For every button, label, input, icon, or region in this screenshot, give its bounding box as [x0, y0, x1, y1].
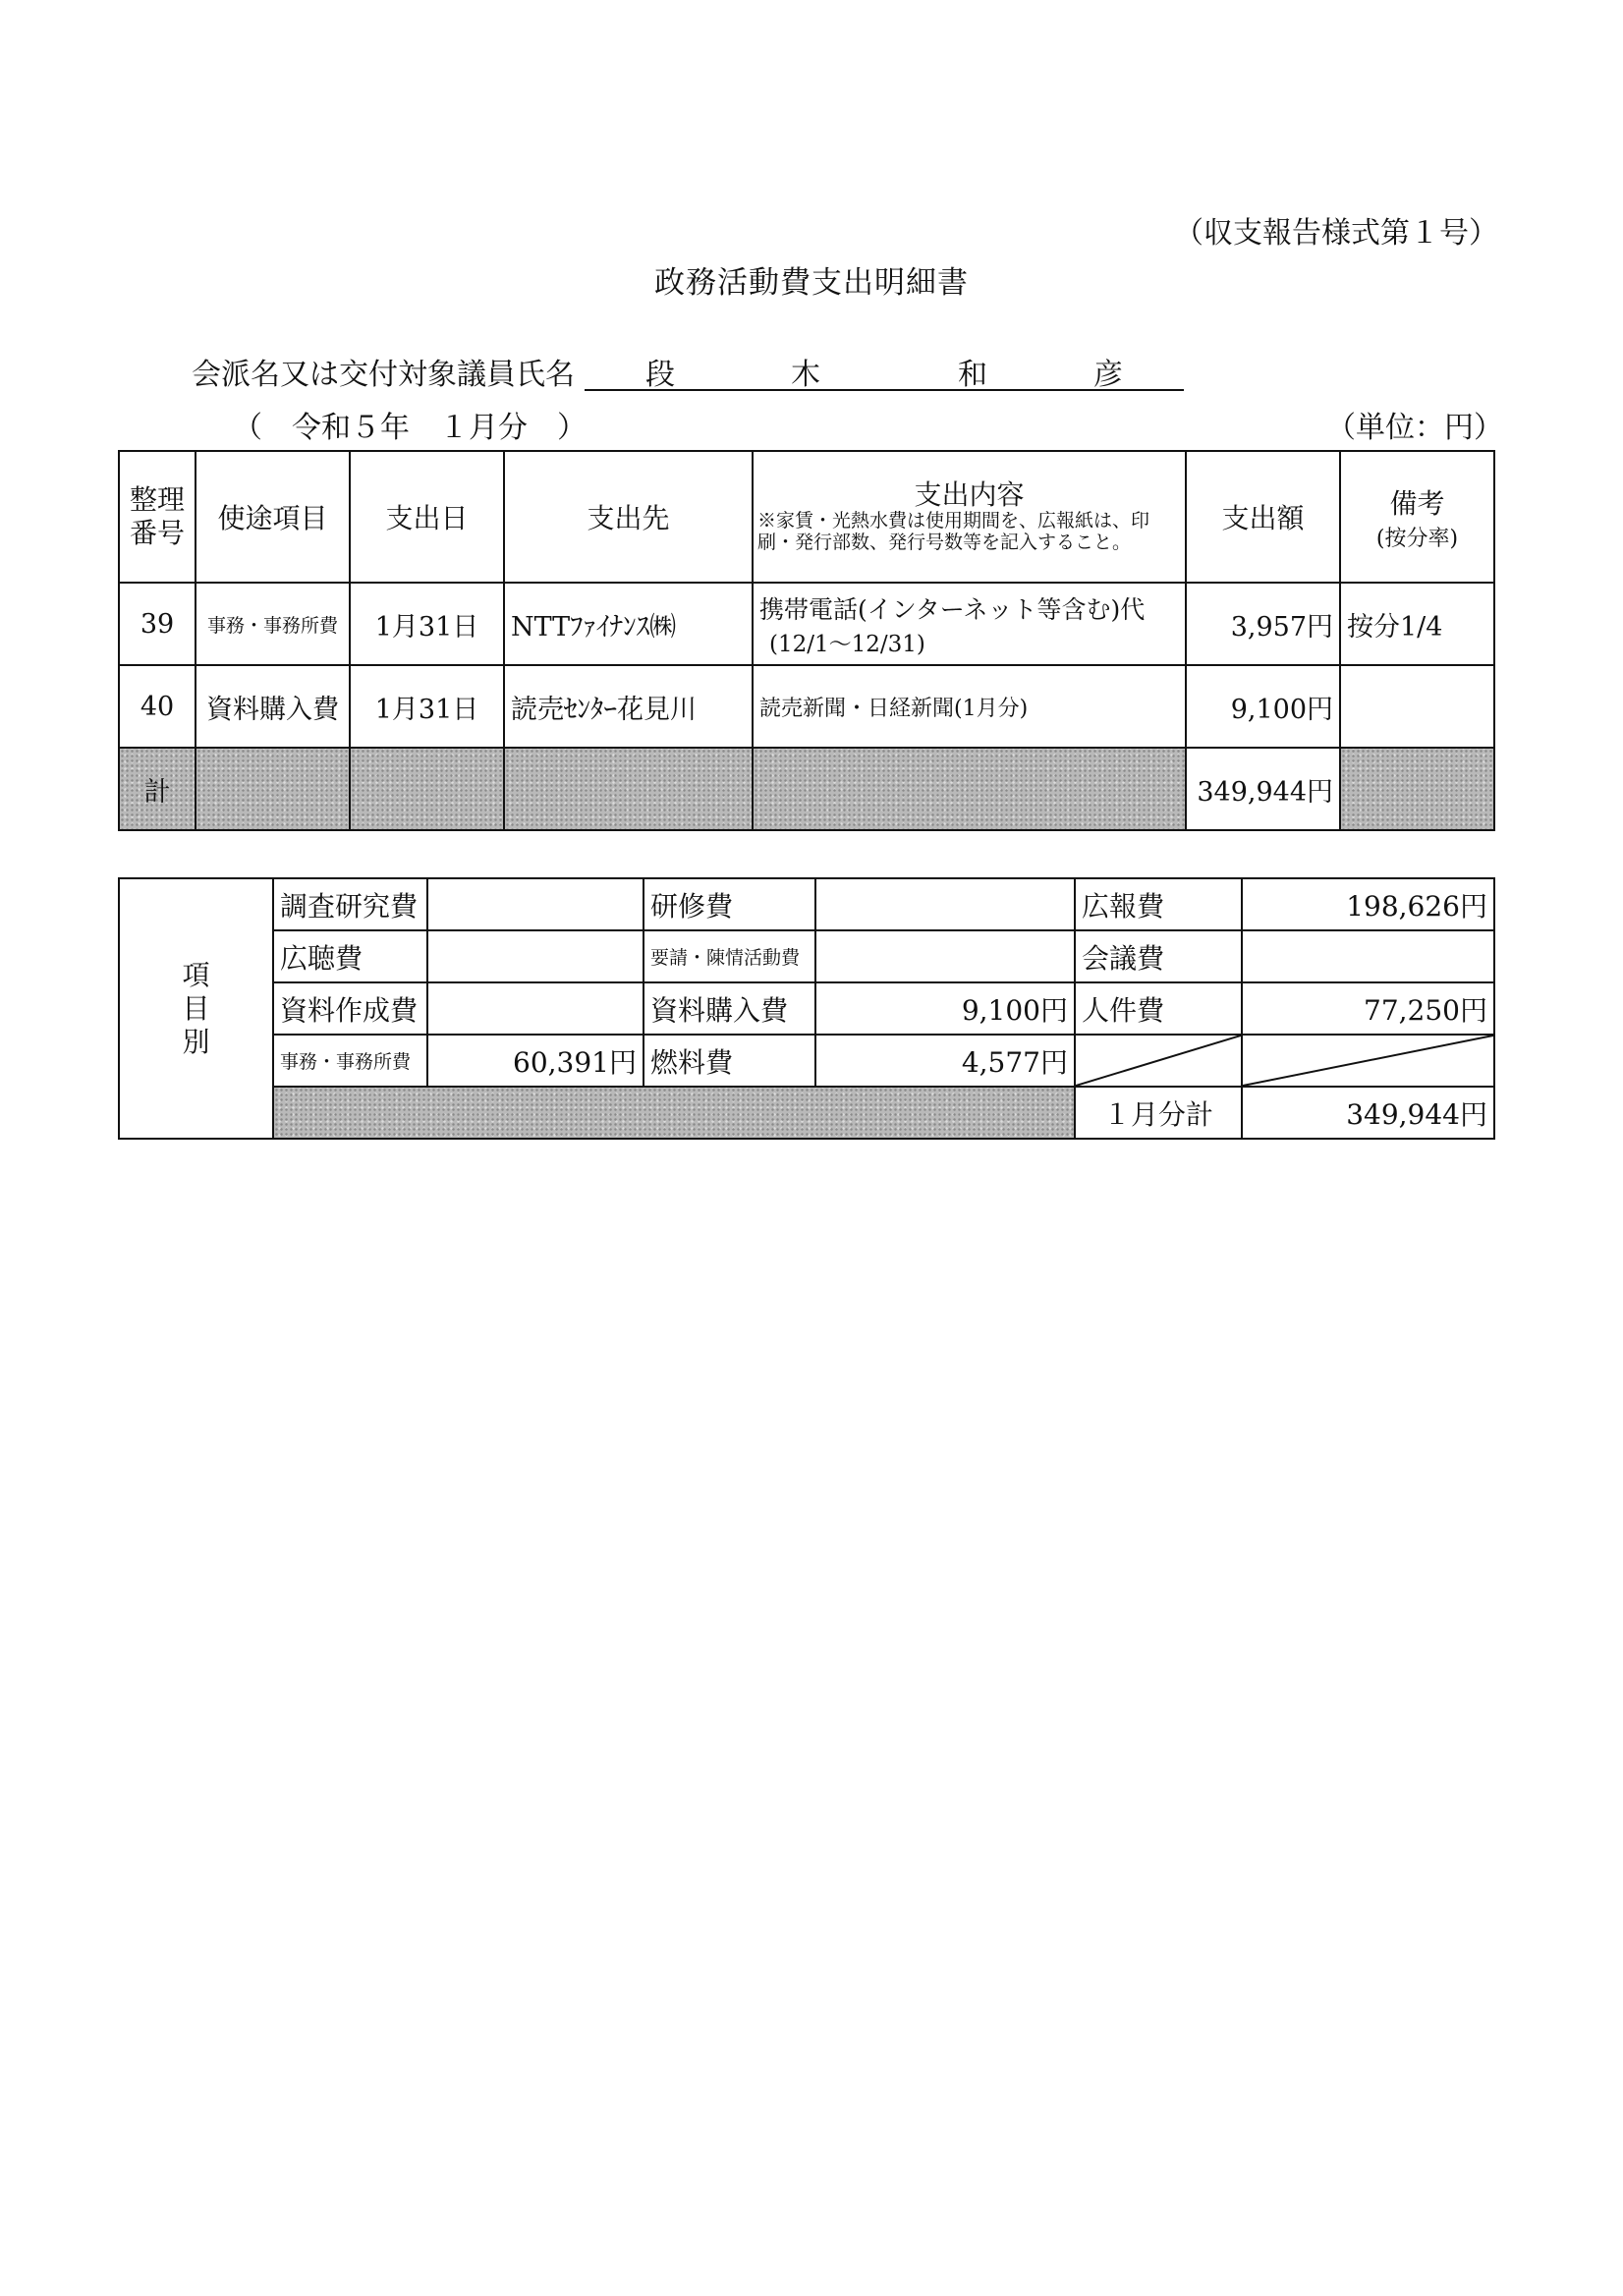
diagonal-cell [1075, 1035, 1242, 1087]
row-amount: 3,957円 [1186, 583, 1340, 665]
shaded-cell [273, 1087, 1075, 1139]
total-amount: 349,944円 [1186, 748, 1340, 830]
row-payee: 読売ｾﾝﾀｰ花見川 [504, 665, 753, 748]
shaded-cell [504, 748, 753, 830]
header-remarks [1340, 451, 1494, 583]
shaded-cell [196, 748, 350, 830]
expenditure-table [118, 450, 1495, 831]
category-label: 燃料費 [644, 1035, 815, 1087]
member-name-char: 段 [645, 358, 675, 392]
category-value [427, 982, 644, 1035]
reporting-period: （ 令和５年 １月分 ） [233, 411, 587, 445]
row-amount: 9,100円 [1186, 665, 1340, 748]
table-row [119, 583, 1494, 665]
total-label: 計 [119, 748, 196, 830]
member-name-char: 彦 [1093, 358, 1123, 392]
total-row [119, 748, 1494, 830]
row-content: 読売新聞・日経新聞(1月分) [753, 665, 1186, 748]
category-value [427, 930, 644, 982]
header-content-note: ※家賃・光熱水費は使用期間を、広報紙は、印刷・発行部数、発行号数等を記入すること。 [757, 510, 1150, 553]
category-label: 要請・陳情活動費 [644, 930, 815, 982]
category-label: 資料作成費 [273, 982, 427, 1035]
header-remarks-title: 備考 [1389, 486, 1445, 520]
row-content [753, 583, 1186, 665]
category-value: 198,626円 [1242, 878, 1494, 930]
category-label: 人件費 [1075, 982, 1242, 1035]
member-name-field [585, 350, 1184, 391]
category-value [427, 878, 644, 930]
header-no: 整理番号 [119, 451, 196, 583]
header-item: 使途項目 [196, 451, 350, 583]
member-name-char: 和 [958, 358, 987, 392]
category-label: 資料購入費 [644, 982, 815, 1035]
row-item: 資料購入費 [196, 665, 350, 748]
category-row [119, 1035, 1494, 1087]
shaded-cell [350, 748, 504, 830]
category-row [119, 930, 1494, 982]
category-label: 研修費 [644, 878, 815, 930]
table-row [119, 665, 1494, 748]
category-label: 会議費 [1075, 930, 1242, 982]
row-remarks [1340, 665, 1494, 748]
header-content-title: 支出内容 [914, 478, 1025, 511]
header-payee: 支出先 [504, 451, 753, 583]
category-row [119, 878, 1494, 930]
category-value: 77,250円 [1242, 982, 1494, 1035]
row-date: 1月31日 [350, 583, 504, 665]
row-no: 39 [119, 583, 196, 665]
shaded-cell [753, 748, 1186, 830]
row-payee: NTTﾌｧｲﾅﾝｽ㈱ [504, 583, 753, 665]
header-amount: 支出額 [1186, 451, 1340, 583]
category-label: 広聴費 [273, 930, 427, 982]
category-row [119, 982, 1494, 1035]
monthly-total-value: 349,944円 [1242, 1087, 1494, 1139]
diagonal-cell [1242, 1035, 1494, 1087]
shaded-cell [1340, 748, 1494, 830]
monthly-total-label: １月分計 [1075, 1087, 1242, 1139]
unit-label: （単位：円） [1326, 411, 1503, 445]
header-content [753, 451, 1186, 583]
row-remarks: 按分1/4 [1340, 583, 1494, 665]
form-number-label: （収支報告様式第１号） [1174, 216, 1498, 251]
document-title: 政務活動費支出明細書 [654, 265, 969, 301]
header-date: 支出日 [350, 451, 504, 583]
category-value [815, 930, 1075, 982]
category-value: 4,577円 [815, 1035, 1075, 1087]
diagonal-line [1243, 1036, 1493, 1086]
diagonal-line [1076, 1036, 1241, 1086]
category-table [118, 877, 1495, 1140]
category-total-row [119, 1087, 1494, 1139]
row-no: 40 [119, 665, 196, 748]
category-label: 調査研究費 [273, 878, 427, 930]
row-item: 事務・事務所費 [196, 583, 350, 665]
category-value [1242, 930, 1494, 982]
category-side-label: 項 目 別 [119, 878, 273, 1139]
category-value: 9,100円 [815, 982, 1075, 1035]
member-name-label: 会派名又は交付対象議員氏名 [192, 358, 575, 392]
member-name-char: 木 [791, 358, 820, 392]
header-remarks-sub: (按分率) [1375, 526, 1459, 551]
row-content-main: 携帯電話(インターネット等含む)代 [759, 594, 1146, 624]
row-content-sub: (12/1～12/31) [769, 631, 925, 657]
row-date: 1月31日 [350, 665, 504, 748]
category-label: 広報費 [1075, 878, 1242, 930]
category-value [815, 878, 1075, 930]
category-label: 事務・事務所費 [273, 1035, 427, 1087]
table-header-row [119, 451, 1494, 583]
category-value: 60,391円 [427, 1035, 644, 1087]
